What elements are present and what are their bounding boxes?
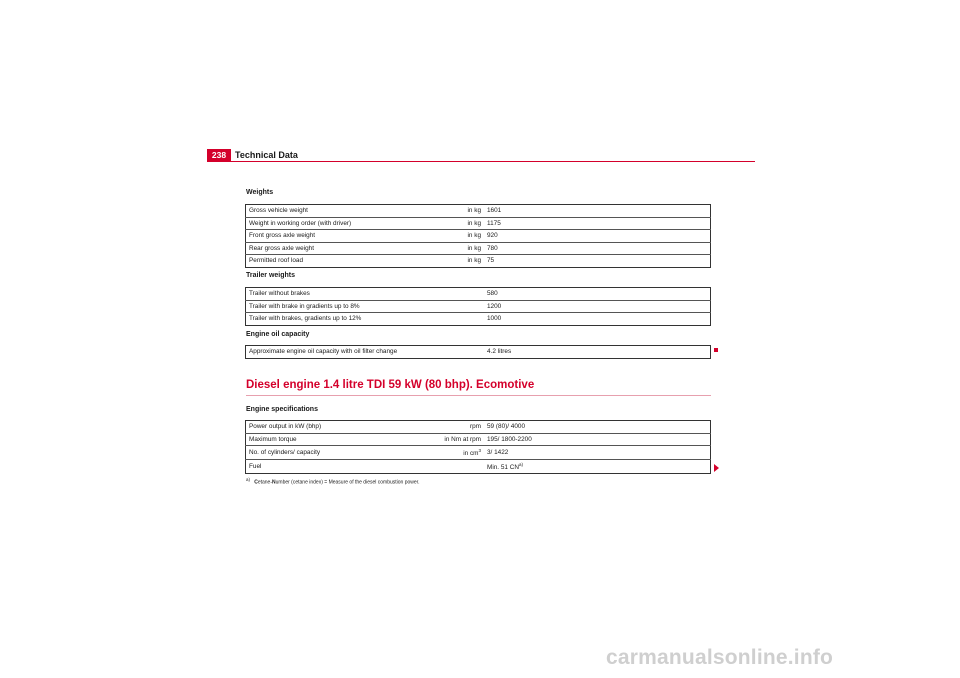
header-rule <box>207 161 755 162</box>
row-value: 580 <box>484 288 711 301</box>
footnote-etane: etane- <box>257 479 272 486</box>
row-value: 1000 <box>484 313 711 326</box>
row-label: Gross vehicle weight <box>246 205 413 218</box>
continue-arrow-icon <box>714 464 719 472</box>
footnote-n: N <box>272 479 276 486</box>
engine-oil-label: Engine oil capacity <box>246 331 310 338</box>
table-row <box>246 255 711 268</box>
unit-superscript: 3 <box>478 447 481 453</box>
table-row <box>246 446 711 460</box>
row-label: Permitted roof load <box>246 255 413 268</box>
table-row <box>246 421 711 434</box>
row-unit <box>412 313 484 326</box>
row-unit: in kg <box>412 205 484 218</box>
fuel-value-text: Min. 51 CN <box>487 464 519 472</box>
engine-specs-table <box>245 420 711 474</box>
row-label: Trailer with brakes, gradients up to 12% <box>246 313 413 326</box>
row-label: Trailer without brakes <box>246 288 413 301</box>
row-label: Maximum torque <box>246 433 413 446</box>
row-label: Fuel <box>246 460 413 474</box>
row-value: 59 (80)/ 4000 <box>484 421 711 434</box>
row-value: 4.2 litres <box>484 346 711 359</box>
row-unit: rpm <box>412 421 484 434</box>
row-label: Weight in working order (with driver) <box>246 217 413 230</box>
table-row <box>246 300 711 313</box>
weights-label: Weights <box>246 189 274 196</box>
unit-text: in cm <box>463 450 479 458</box>
table-row <box>246 313 711 326</box>
row-unit <box>412 300 484 313</box>
weights-table <box>245 204 711 268</box>
table-row <box>246 346 711 359</box>
row-label: No. of cylinders/ capacity <box>246 446 413 460</box>
footnote-text: umber (cetane index) = Measure of the diesel combustion power. <box>275 479 420 486</box>
footnote-ref: a) <box>518 461 523 467</box>
row-unit: in kg <box>412 255 484 268</box>
row-label: Front gross axle weight <box>246 230 413 243</box>
row-unit <box>412 460 484 474</box>
row-unit: in Nm at rpm <box>412 433 484 446</box>
engine-oil-table <box>245 345 711 359</box>
diesel-engine-heading: Diesel engine 1.4 litre TDI 59 kW (80 bhp). Ecomotive <box>246 379 535 391</box>
row-unit: in kg <box>412 217 484 230</box>
table-row <box>246 242 711 255</box>
row-unit <box>412 346 484 359</box>
row-value: 1175 <box>484 217 711 230</box>
footnote-marker: a) <box>246 477 251 482</box>
row-label: Approximate engine oil capacity with oil filter change <box>246 346 413 359</box>
row-unit: in kg <box>412 230 484 243</box>
row-value: 75 <box>484 255 711 268</box>
row-unit <box>412 446 484 460</box>
row-value: 780 <box>484 242 711 255</box>
footnote-c: C <box>254 479 258 486</box>
table-row <box>246 288 711 301</box>
table-row <box>246 205 711 218</box>
row-value: 195/ 1800-2200 <box>484 433 711 446</box>
footnote <box>246 477 419 486</box>
row-value: 1200 <box>484 300 711 313</box>
row-value <box>484 460 711 474</box>
section-end-marker <box>714 348 718 352</box>
row-label: Rear gross axle weight <box>246 242 413 255</box>
table-row <box>246 230 711 243</box>
watermark: carmanualsonline.info <box>606 646 834 669</box>
row-value: 1601 <box>484 205 711 218</box>
heading-rule <box>246 395 711 396</box>
trailer-weights-label: Trailer weights <box>246 272 296 279</box>
page-number-badge: 238 <box>207 149 231 162</box>
page-header-title: Technical Data <box>235 150 298 160</box>
row-value: 920 <box>484 230 711 243</box>
row-unit: in kg <box>412 242 484 255</box>
table-row <box>246 217 711 230</box>
row-value: 3/ 1422 <box>484 446 711 460</box>
row-label: Power output in kW (bhp) <box>246 421 413 434</box>
engine-specs-label: Engine specifications <box>246 406 318 413</box>
trailer-weights-table <box>245 287 711 326</box>
row-unit <box>412 288 484 301</box>
row-label: Trailer with brake in gradients up to 8% <box>246 300 413 313</box>
table-row <box>246 460 711 474</box>
table-row <box>246 433 711 446</box>
